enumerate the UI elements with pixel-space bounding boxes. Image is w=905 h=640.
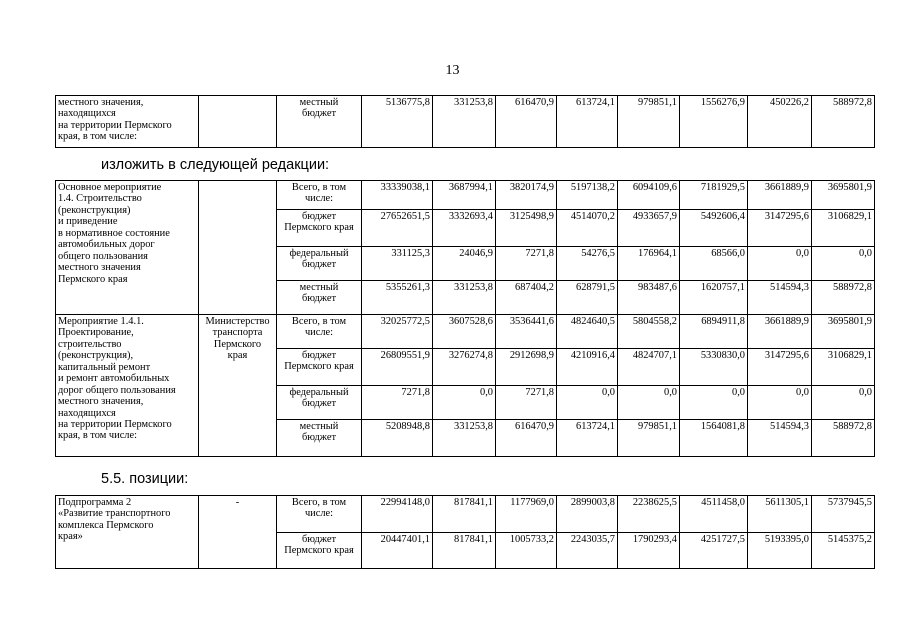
amount-cell: 514594,3 [748,281,812,315]
amount-cell: 20447401,1 [362,533,433,569]
page-number: 13 [445,63,460,78]
amount-cell: 1556276,9 [680,96,748,148]
funding-source: бюджет Пермского края [277,533,362,569]
measure-label: Мероприятие 1.4.1. Проектирование, строительство (реконструкция), капитальный ремонт и ремонт автомобильных дорог общего пользования местного значения, находящихся на территории Пермского края, в том числе: [56,315,199,457]
table-row [56,181,875,210]
instruction-heading: изложить в следующей редакции: [101,157,330,173]
amount-cell: 5197138,2 [557,181,618,210]
amount-cell: 588972,8 [812,96,875,148]
amount-cell: 5208948,8 [362,420,433,457]
amount-cell: 1620757,1 [680,281,748,315]
amount-cell: 24046,9 [433,247,496,281]
amount-cell: 0,0 [433,386,496,420]
amount-cell: 7181929,5 [680,181,748,210]
amount-cell: 2243035,7 [557,533,618,569]
amount-cell: 0,0 [748,386,812,420]
amount-cell: 176964,1 [618,247,680,281]
amount-cell: 514594,3 [748,420,812,457]
amount-cell: 68566,0 [680,247,748,281]
amount-cell: 3687994,1 [433,181,496,210]
subprogram-table [55,495,875,569]
amount-cell: 687404,2 [496,281,557,315]
amount-cell: 5804558,2 [618,315,680,349]
amount-cell: 4824707,1 [618,349,680,386]
funding-source: Всего, в том числе: [277,181,362,210]
responsible-org [199,181,277,315]
measure-label: Подпрограмма 2 «Развитие транспортного комплекса Пермского края» [56,496,199,569]
amount-cell: 613724,1 [557,96,618,148]
amount-cell: 5136775,8 [362,96,433,148]
amount-cell: 331253,8 [433,96,496,148]
measure-label: местного значения, находящихся на территории Пермского края, в том числе: [56,96,199,148]
amount-cell: 331125,3 [362,247,433,281]
amount-cell: 0,0 [812,247,875,281]
amount-cell: 1005733,2 [496,533,557,569]
amount-cell: 3820174,9 [496,181,557,210]
amount-cell: 979851,1 [618,96,680,148]
top-table-body [56,96,875,148]
amount-cell: 979851,1 [618,420,680,457]
amount-cell: 5330830,0 [680,349,748,386]
amount-cell: 3661889,9 [748,315,812,349]
amount-cell: 32025772,5 [362,315,433,349]
amount-cell: 1564081,8 [680,420,748,457]
amount-cell: 588972,8 [812,281,875,315]
responsible-org: - [199,496,277,569]
amount-cell: 2912698,9 [496,349,557,386]
funding-source: Всего, в том числе: [277,315,362,349]
amount-cell: 5355261,3 [362,281,433,315]
amount-cell: 4210916,4 [557,349,618,386]
amount-cell: 54276,5 [557,247,618,281]
amount-cell: 0,0 [557,386,618,420]
amount-cell: 1177969,0 [496,496,557,533]
amount-cell: 3125498,9 [496,210,557,247]
amount-cell: 5145375,2 [812,533,875,569]
amount-cell: 7271,8 [496,386,557,420]
amount-cell: 6094109,6 [618,181,680,210]
amount-cell: 33339038,1 [362,181,433,210]
amount-cell: 0,0 [748,247,812,281]
funding-source: местный бюджет [277,96,362,148]
amount-cell: 983487,6 [618,281,680,315]
responsible-org: Министерство транспорта Пермского края [199,315,277,457]
amount-cell: 27652651,5 [362,210,433,247]
amount-cell: 613724,1 [557,420,618,457]
amount-cell: 4511458,0 [680,496,748,533]
amount-cell: 2899003,8 [557,496,618,533]
amount-cell: 4933657,9 [618,210,680,247]
measure-label: Основное мероприятие 1.4. Строительство (реконструкция) и приведение в нормативное состояние автомобильных дорог общего пользования местного значения Пермского края [56,181,199,315]
amount-cell: 3695801,9 [812,181,875,210]
amount-cell: 22994148,0 [362,496,433,533]
amount-cell: 616470,9 [496,96,557,148]
amount-cell: 817841,1 [433,533,496,569]
amount-cell: 3332693,4 [433,210,496,247]
funding-source: федеральный бюджет [277,386,362,420]
amount-cell: 3106829,1 [812,210,875,247]
amount-cell: 7271,8 [496,247,557,281]
new-edition-table [55,180,875,457]
amount-cell: 1790293,4 [618,533,680,569]
amount-cell: 3536441,6 [496,315,557,349]
amount-cell: 5737945,5 [812,496,875,533]
amount-cell: 4514070,2 [557,210,618,247]
amount-cell: 450226,2 [748,96,812,148]
table-row [56,496,875,533]
amount-cell: 331253,8 [433,281,496,315]
amount-cell: 4824640,5 [557,315,618,349]
amount-cell: 3695801,9 [812,315,875,349]
amount-cell: 331253,8 [433,420,496,457]
amount-cell: 5492606,4 [680,210,748,247]
amount-cell: 3607528,6 [433,315,496,349]
amount-cell: 616470,9 [496,420,557,457]
amount-cell: 2238625,5 [618,496,680,533]
top-table-fragment [55,95,875,148]
responsible-org [199,96,277,148]
amount-cell: 7271,8 [362,386,433,420]
amount-cell: 4251727,5 [680,533,748,569]
amount-cell: 3661889,9 [748,181,812,210]
amount-cell: 3276274,8 [433,349,496,386]
positions-heading: 5.5. позиции: [101,471,189,487]
funding-source: бюджет Пермского края [277,349,362,386]
amount-cell: 26809551,9 [362,349,433,386]
funding-source: федеральный бюджет [277,247,362,281]
amount-cell: 5611305,1 [748,496,812,533]
amount-cell: 0,0 [618,386,680,420]
amount-cell: 5193395,0 [748,533,812,569]
measure-1-4-1-block [56,315,875,457]
main-measure-block [56,181,875,315]
amount-cell: 3147295,6 [748,210,812,247]
amount-cell: 588972,8 [812,420,875,457]
amount-cell: 0,0 [680,386,748,420]
amount-cell: 3147295,6 [748,349,812,386]
amount-cell: 817841,1 [433,496,496,533]
subprogram-2-block [56,496,875,569]
funding-source: местный бюджет [277,420,362,457]
amount-cell: 3106829,1 [812,349,875,386]
funding-source: Всего, в том числе: [277,496,362,533]
amount-cell: 628791,5 [557,281,618,315]
funding-source: бюджет Пермского края [277,210,362,247]
amount-cell: 6894911,8 [680,315,748,349]
table-row [56,315,875,349]
funding-source: местный бюджет [277,281,362,315]
table-row [56,96,875,148]
amount-cell: 0,0 [812,386,875,420]
